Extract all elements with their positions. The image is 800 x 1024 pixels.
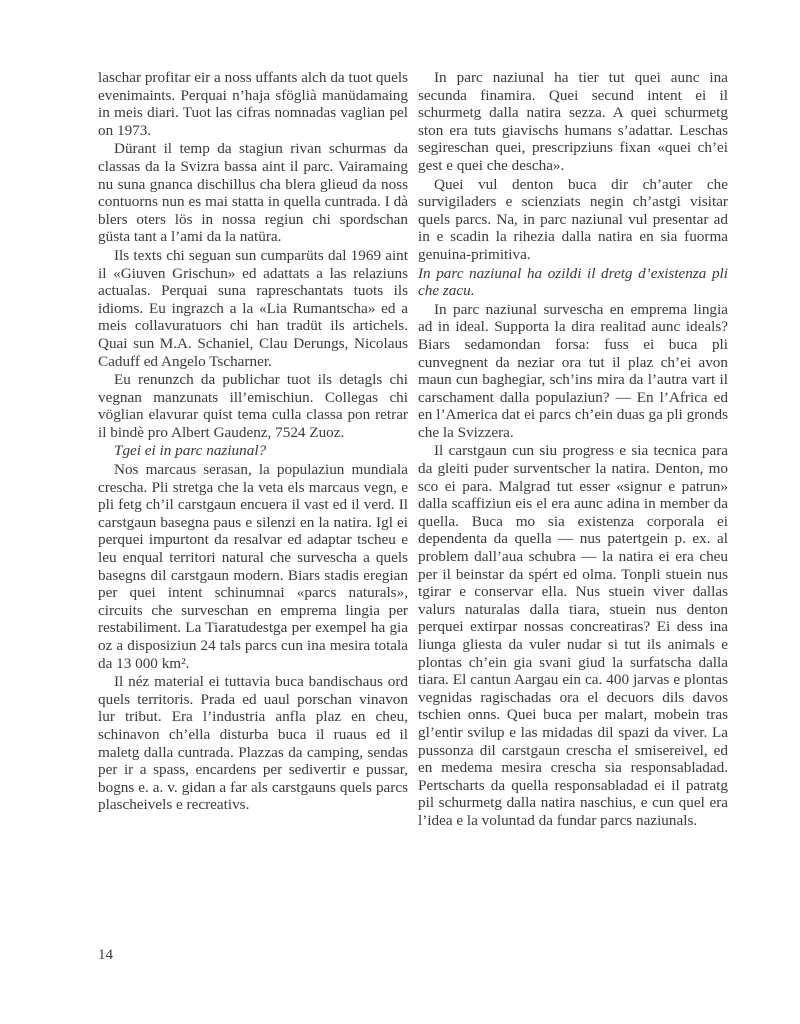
paragraph: In parc naziunal survescha en emprema lingia ad in ideal. Supporta la dira realitad aunc ideals? Biars sedamondan forsa: fuss ei buca pli cunvegnent da neziar ora tut il plaz ch’ei avon maun cun baghegiar, sch’ins mira da l’autra vart il carschament dalla populaziun? — En l’Africa ed en l’America dat ei parcs ch’ein duas ga pli gronds che la Svizzera. bbox=[418, 300, 728, 441]
section-heading: In parc naziunal ha ozildi il dretg d’existenza pli che zacu. bbox=[418, 264, 728, 300]
paragraph: In parc naziunal ha tier tut quei aunc ina secunda finamira. Quei secund intent ei il schurmetg dalla natira sezza. A quei schurmetg ston era tuts giavischs humans s’adattar. Leschas segireschan quei, prescripziuns fixan «quei ch’ei gest e quei che descha». bbox=[418, 69, 728, 174]
left-column bbox=[98, 69, 408, 814]
paragraph: Dürant il temp da stagiun rivan schurmas da classas da la Svizra bassa aint il parc. Vairamaing nu suna gnanca dischillus cha blera glieud da noss contuorns nun es mai statta in quella cuntrada. I dà blers oters lös in nossa regiun chi spordschan güsta tant a l’ami da la natüra. bbox=[98, 140, 408, 246]
paragraph: laschar profitar eir a noss uffants alch da tuot quels evenimaints. Perquai n’haja sföglià manüdamaing in meis diari. Tuot las cifras nomnadas vaglian pel on 1973. bbox=[98, 69, 408, 139]
paragraph: Ils texts chi seguan sun cumparüts dal 1969 aint il «Giuven Grischun» ed adattats a las relaziuns actualas. Perquai suna rapreschantats tuots ils idioms. Eu ingrazch a la «Lia Rumantscha» ed a meis collavuratuors chi han tradüt ils artichels. Quai sun M.A. Schaniel, Clau Derungs, Nicolaus Caduff ed Angelo Tscharner. bbox=[98, 246, 408, 370]
page-number: 14 bbox=[98, 947, 113, 963]
paragraph: Quei vul denton buca dir ch’auter che survigiladers e scienziats negin ch’astgi visitar quels parcs. Na, in parc naziunal vul presentar ad in e scadin la rihezia dalla natira en sia fuorma genuina-primitiva. bbox=[418, 175, 728, 263]
section-heading: Tgei ei in parc naziunal? bbox=[114, 442, 267, 460]
paragraph: Il néz material ei tuttavia buca bandischaus ord quels territoris. Prada ed uaul porschan vinavon lur tribut. Era l’industria anfla plaz en cheu, schinavon ch’ella disturba buca il ruaus ed il maletg dalla cuntrada. Plazzas da camping, sendas per ir a spass, encardens per sedivertir e pussar, bogns e. a. v. gidan a far als carstgauns quels parcs plascheivels e recreativs. bbox=[98, 673, 408, 814]
right-column bbox=[418, 69, 728, 830]
paragraph: Eu renunzch da publichar tuot ils detagls chi vegnan manzunats ill’emischiun. Collegas chi vöglian elavurar quist tema culla classa pon retrar il bindè pro Albert Gaudenz, 7524 Zuoz. bbox=[98, 371, 408, 441]
paragraph: Nos marcaus serasan, la populaziun mundiala crescha. Pli stretga che la veta els marcaus vegn, e pli fetg ch’il carstgaun encuera il vast ed il verd. Il carstgaun basegna paus e silenzi en la natira. Igl ei perquei impurtont da resalvar ed adaptar tscheu e leu enqual territori natural che survescha a quels basegns dil carstgaun modern. Biars stadis eregian per quei intent schinumnai «parcs naturals», circuits che surveschan en emprema lingia per restabiliment. La Tiaratudestga per exempel ha gia oz a disposiziun 24 tals parcs cun ina mesira totala da 13 000 km². bbox=[98, 461, 408, 672]
paragraph: Il carstgaun cun siu progress e sia tecnica para da gleiti puder surventscher la natira. Denton, mo sco ei para. Malgrad tut esser «signur e patrun» dalla scaffiziun eis el era aunc adina in member da quella. Buca mo sia existenza corporala ei dependenta da quella — nus patertgein p. ex. al problem dall’aua schubra — la natira ei era cheu per il beinstar da spért ed olma. Tonpli stuein nus tgirar e conservar ella. Nus stuein viver dallas valurs naturalas dalla tiara, stuein nus denton perquei extirpar nossas concreatiras? Ei dess ina liunga gliesta da vuler nudar si tut ils animals e plontas ch’ein gia svani giud la surfatscha dalla tiara. El cantun Aargau ein ca. 400 jarvas e plontas vegnidas ragischadas ora el decuors dils davos tschien onns. Quei buca per malart, mobein tras gl’entir svilup e las midadas dil spazi da viver. La pussonza dil carstgaun crescha el smisereivel, ed en medema mesira crescha sia responsabladad. Pertscharts da quella responsabladad ei il patratg pil schurmetg dalla natira naschius, e cun quel era l’idea e la voluntad da fundar parcs naziunals. bbox=[418, 442, 728, 829]
